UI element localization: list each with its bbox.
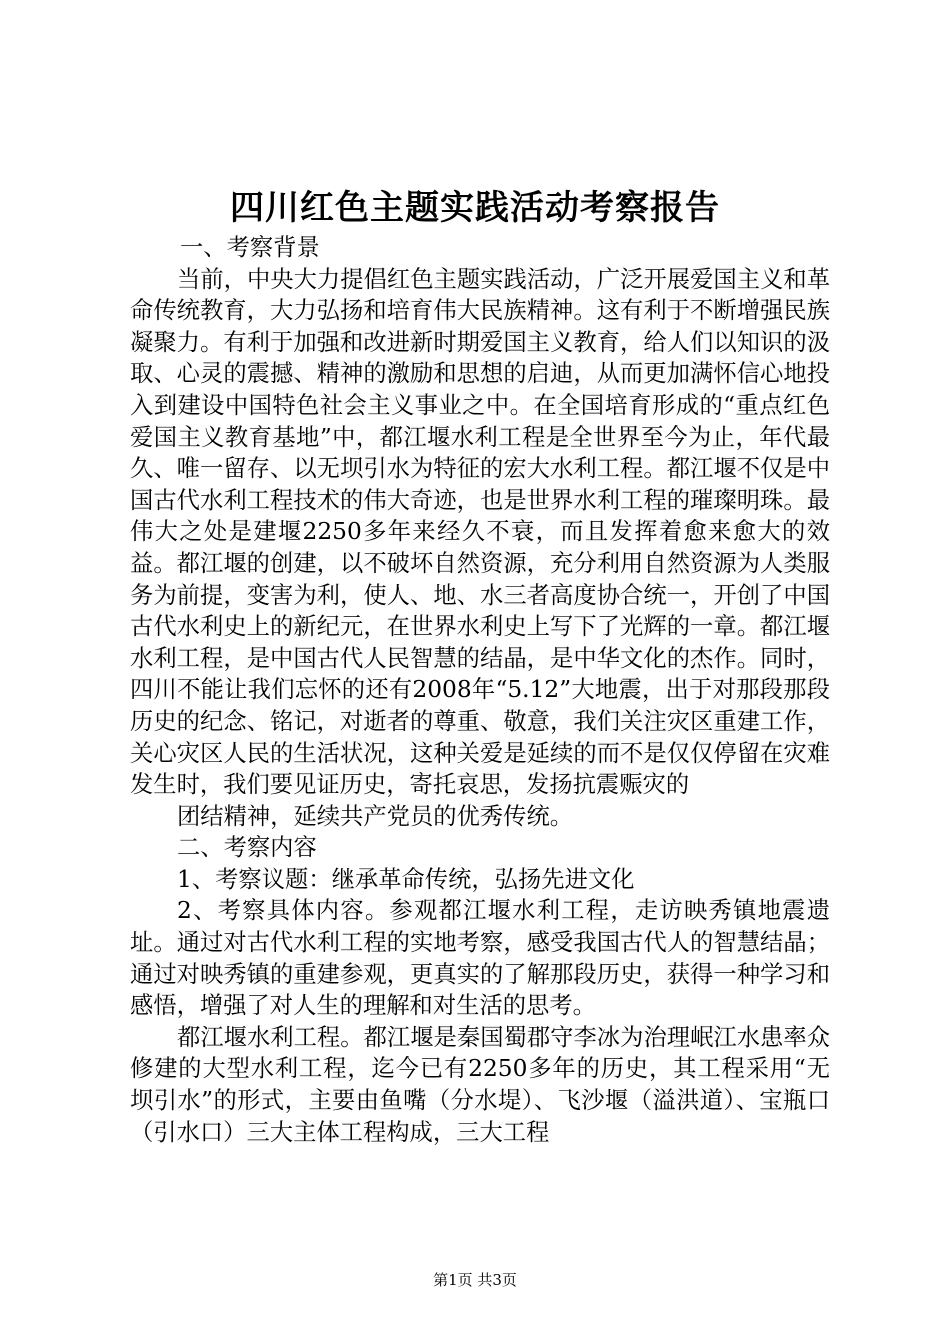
section-heading-background: 一、考察背景	[180, 234, 320, 261]
section-heading-content: 二、考察内容	[177, 834, 317, 862]
background-paragraph: 当前，中央大力提倡红色主题实践活动，广泛开展爱国主义和革命传统教育，大力弘扬和培育伟大民族精神。这有利于不断增强民族凝聚力。有利于加强和改进新时期爱国主义教育，给人们以知识的汲取、心灵的震撼、精神的激励和思想的启迪，从而更加满怀信心地投入到建设中国特色社会主义事业之中。在全国培育形成的“重点红色爱国主义教育基地”中，都江堰水利工程是全世界至今为止，年代最久、唯一留存、以无坝引水为特征的宏大水利工程。都江堰不仅是中国古代水利工程技术的伟大奇迹，也是世界水利工程的璀璨明珠。最伟大之处是建堰2250多年来经久不衰，而且发挥着愈来愈大的效益。都江堰的创建，以不破坏自然资源，充分利用自然资源为人类服务为前提，变害为利，使人、地、水三者高度协合统一，开创了中国古代水利史上的新纪元，在世界水利史上写下了光辉的一章。都江堰水利工程，是中国古代人民智慧的结晶，是中华文化的杰作。同时，四川不能让我们忘怀的还有2008年“5.12”大地震，出于对那段那段历史的纪念、铭记，对逝者的尊重、敬意，我们关注灾区重建工作，关心灾区人民的生活状况，这种关爱是延续的而不是仅仅停留在灾难发生时，我们要见证历史，寄托哀思，发扬抗震赈灾的	[130, 265, 830, 799]
page-footer: 第1页 共3页	[433, 1271, 517, 1289]
dujiangyan-paragraph: 都江堰水利工程。都江堰是秦国蜀郡守李冰为治理岷江水患率众修建的大型水利工程，迄今已有2250多年的历史，其工程采用“无坝引水”的形式，主要由鱼嘴（分水堤）、飞沙堰（溢洪道）、宝瓶口（引水口）三大主体工程构成，三大工程	[130, 1023, 830, 1146]
content-item-topic: 1、考察议题：继承革命传统，弘扬先进文化	[177, 865, 635, 893]
document-body	[130, 232, 830, 1148]
document-title: 四川红色主题实践活动考察报告	[230, 188, 720, 228]
background-continuation: 团结精神，延续共产党员的优秀传统。	[177, 802, 574, 830]
content-item-details: 2、考察具体内容。参观都江堰水利工程，走访映秀镇地震遗址。通过对古代水利工程的实地考察，感受我国古代人的智慧结晶；通过对映秀镇的重建参观，更真实的了解那段历史，获得一种学习和感悟，增强了对人生的理解和对生活的思考。	[130, 897, 830, 1020]
